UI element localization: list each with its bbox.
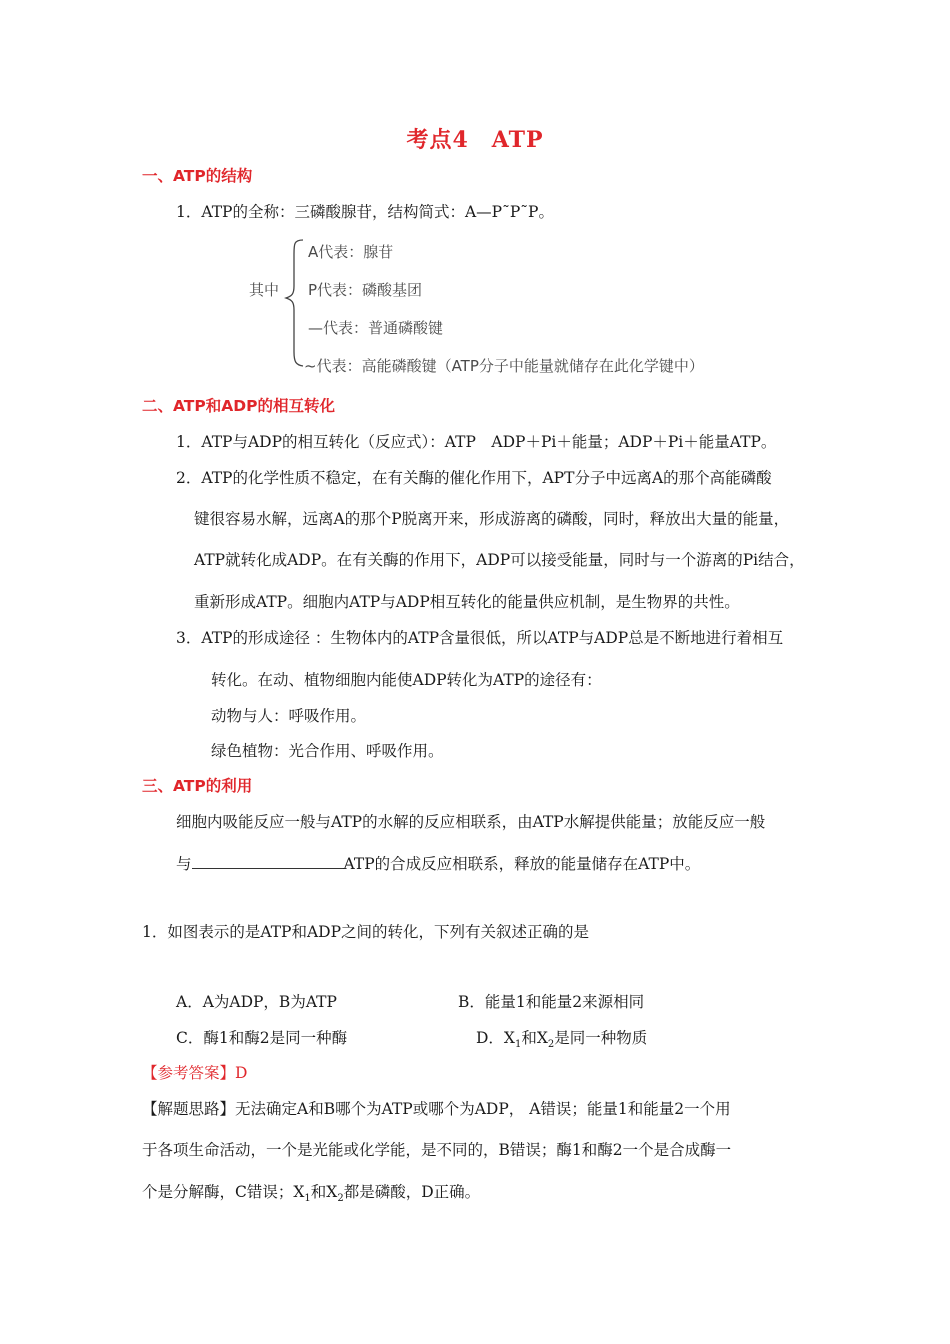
explanation-line-1 [142,1097,731,1119]
conversion-p2-line-4: 重新形成ATP。细胞内ATP与ADP相互转化的能量供应机制，是生物界的共性。 [194,593,740,611]
conversion-p2-line-3: ATP就转化成ADP。在有关酶的作用下，ADP可以接受能量，同时与一个游离的Pi结合， [194,551,805,569]
option-d-pre: D．X [476,1029,515,1047]
section-heading-conversion: 二、ATP和ADP的相互转化 [142,397,335,415]
conversion-p3-line-4: 绿色植物：光合作用、呼吸作用。 [211,742,444,760]
answer-value: D [235,1064,248,1082]
option-a: A．A为ADP，B为ATP [176,993,337,1011]
diagram-label: 其中 [249,281,280,299]
usage-line-2 [176,852,700,874]
structure-line-1: 1．ATP的全称：三磷酸腺苷，结构简式：A—P˜P˜P。 [176,203,554,221]
diagram-item-a: A代表：腺苷 [308,243,394,261]
option-d-mid: 和X [521,1029,548,1047]
option-d [476,1026,647,1050]
option-d-sub-1: 1 [514,1039,522,1051]
fill-in-blank[interactable] [192,854,344,869]
option-b: B．能量1和能量2来源相同 [458,993,645,1011]
usage-line-2-post: ATP的合成反应相联系，释放的能量储存在ATP中。 [343,855,701,873]
answer-line [142,1061,247,1083]
explanation-3-sub-2: 2 [337,1193,344,1205]
diagram-item-bond: —代表：普通磷酸键 [308,319,444,337]
option-c: C．酶1和酶2是同一种酶 [176,1029,348,1047]
explanation-3-post: 都是磷酸，D正确。 [343,1183,481,1201]
conversion-p3-line-1: 3．ATP的形成途径 ：生物体内的ATP含量很低，所以ATP与ADP总是不断地进行着相互 [176,629,784,647]
explanation-line-3 [142,1180,480,1204]
curly-brace [284,238,306,368]
explanation-label: 【解题思路】 [142,1100,236,1118]
page-title: 考点4 ATP [406,127,544,153]
question-stem: 1．如图表示的是ATP和ADP之间的转化，下列有关叙述正确的是 [142,923,590,941]
answer-label: 【参考答案】 [142,1064,236,1082]
section-heading-structure: 一、ATP的结构 [142,167,253,185]
conversion-p3-line-2: 转化。在动、植物细胞内能使ADP转化为ATP的途径有： [211,671,602,689]
explanation-line-2: 于各项生命活动，一个是光能或化学能，是不同的，B错误；酶1和酶2一个是合成酶一 [142,1141,732,1159]
explanation-3-pre: 个是分解酶，C错误；X [142,1183,305,1201]
conversion-p2-line-1: 2．ATP的化学性质不稳定，在有关酶的催化作用下，APT分子中远离A的那个高能磷酸 [176,469,772,487]
diagram-item-highbond: ~代表：高能磷酸键（ATP分子中能量就储存在此化学键中） [304,357,704,375]
usage-line-2-pre: 与 [176,855,192,873]
explanation-text-1: 无法确定A和B哪个为ATP或哪个为ADP， A错误；能量1和能量2一个用 [235,1100,731,1118]
explanation-3-sub-1: 1 [304,1193,311,1205]
conversion-p3-line-3: 动物与人：呼吸作用。 [211,707,367,725]
option-d-post: 是同一种物质 [554,1029,648,1047]
conversion-p2-line-2: 键很容易水解，远离A的那个P脱离开来，形成游离的磷酸，同时，释放出大量的能量， [194,510,790,528]
conversion-line-1: 1．ATP与ADP的相互转化（反应式）：ATP ADP＋Pi＋能量；ADP＋Pi＋能量ATP。 [176,433,777,451]
option-d-sub-2: 2 [547,1039,555,1051]
explanation-3-mid: 和X [310,1183,338,1201]
usage-line-1: 细胞内吸能反应一般与ATP的水解的反应相联系，由ATP水解提供能量；放能反应一般 [176,813,766,831]
section-heading-usage: 三、ATP的利用 [142,777,253,795]
diagram-item-p: P代表：磷酸基团 [308,281,423,299]
